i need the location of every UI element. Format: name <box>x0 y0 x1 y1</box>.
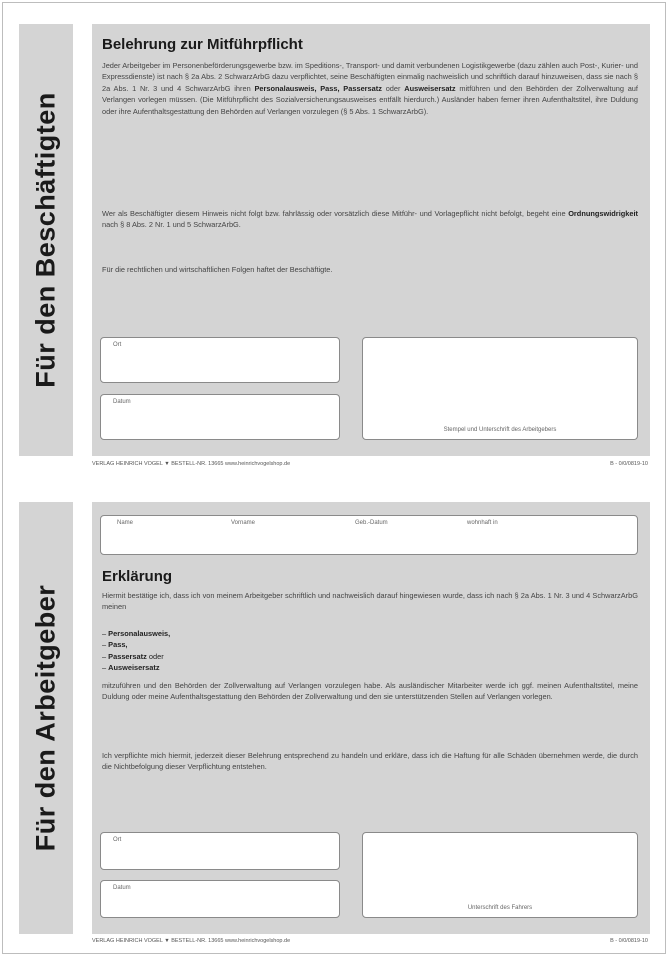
document-list <box>102 628 170 674</box>
form-number: B - 0/0/0819-10 <box>610 938 648 944</box>
publisher-info: VERLAG HEINRICH VOGEL ▼ BESTELL-NR. 13665 www.heinrichvogelshop.de <box>92 938 291 944</box>
publisher-info: VERLAG HEINRICH VOGEL ▼ BESTELL-NR. 13665 www.heinrichvogelshop.de <box>92 461 291 467</box>
erklaerung-panel <box>92 502 650 934</box>
ort-label: Ort <box>113 837 122 843</box>
datum-field[interactable] <box>100 394 340 440</box>
belehrung-panel <box>92 24 650 456</box>
belehrung-paragraph-2: Wer als Beschäftigter diesem Hinweis nicht folgt bzw. fahrlässig oder vorsätzlich diese Mitführ- und Vorlagepflicht nicht befolgt, begeht eine Ordnungswidrigkeit nach § 8 Abs. 2 Nr. 1 und 5 SchwarzArbG. <box>102 209 638 230</box>
side-label: Für den Beschäftigten <box>30 92 61 388</box>
list-item: – Ausweisersatz <box>102 663 160 673</box>
side-tab-beschaeftigte <box>19 24 73 456</box>
datum-field[interactable] <box>100 880 340 918</box>
arbeitgeber-signature-field[interactable] <box>362 337 638 440</box>
belehrung-title: Belehrung zur Mitführpflicht <box>102 36 303 53</box>
signature-caption: Unterschrift des Fahrers <box>467 905 533 911</box>
vorname-label: Vorname <box>231 520 256 526</box>
ort-label: Ort <box>113 342 122 348</box>
name-label: Name <box>117 520 134 526</box>
list-item: – Personalausweis, <box>102 629 171 638</box>
wohnhaft-label: wohnhaft in <box>467 520 498 526</box>
ort-field[interactable] <box>100 832 340 870</box>
belehrung-paragraph-1: Jeder Arbeitgeber im Personenbeförderungsgewerbe bzw. im Speditions-, Transport- und damit verbundenen Logistikgewerbe (dazu zählen auch Post-, Kurier- und Expressdienste) ist nach § 2a Abs. 2 SchwarzArbG dazu verpflichtet, seine Beschäftigten einmalig nachweislich und schriftlich darauf hinzuweisen, dass sie nach § 2a Abs. 1 Nr. 3 und 4 SchwarzArbG ihren Personalausweis, Pass, Passersatz oder Ausweisersatz mitführen und den Behörden der Zollverwaltung auf Verlangen vorlegen müssen. (Die Mitführpflicht des Sozialversicherungsausweises entfällt hierdurch.) Ausländer haben ferner ihren Aufenthaltstitel, ihre Duldung oder ihre Aufenthaltsgestattung den Behörden auf Verlangen vorzulegen (§ 5 Abs. 1 SchwarzArbG). <box>102 61 638 116</box>
datum-label: Datum <box>113 399 131 405</box>
erklaerung-paragraph-2: mitzuführen und den Behörden der Zollverwaltung auf Verlangen vorzulegen habe. Als ausländischer Mitarbeiter werde ich ggf. meinen Aufenthaltstitel, meine Duldung oder meine Aufenthaltsgestattung den Behörden der Zollverwaltung und den sie unterstützenden Stellen auf Verlangen vorlegen. <box>102 681 638 702</box>
list-item: – Pass, <box>102 640 128 650</box>
form-number: B - 0/0/0819-10 <box>610 461 648 467</box>
ort-field[interactable] <box>100 337 340 383</box>
datum-label: Datum <box>113 885 131 891</box>
erklaerung-title: Erklärung <box>102 568 173 585</box>
fahrer-signature-field[interactable] <box>362 832 638 918</box>
erklaerung-paragraph-3: Ich verpflichte mich hiermit, jederzeit dieser Belehrung entsprechend zu handeln und erkläre, dass ich die Haftung für alle Schäden übernehmen werde, die durch die Nichtbefolgung dieser Verpflichtung entstehen. <box>102 751 638 772</box>
geb-datum-label: Geb.-Datum <box>355 520 388 526</box>
signature-caption: Stempel und Unterschrift des Arbeitgebers <box>443 427 557 433</box>
side-label: Für den Arbeitgeber <box>30 584 61 852</box>
belehrung-paragraph-3: Für die rechtlichen und wirtschaftlichen Folgen haftet der Beschäftigte. <box>102 265 333 274</box>
erklaerung-paragraph-1: Hiermit bestätige ich, dass ich von meinem Arbeitgeber schriftlich und nachweislich darauf hingewiesen wurde, dass ich nach § 2a Abs. 1 Nr. 3 und 4 SchwarzArbG meinen <box>102 591 638 612</box>
side-tab-arbeitgeber <box>19 502 73 934</box>
personal-data-field[interactable] <box>100 515 638 555</box>
list-item: – Passersatz oder <box>102 651 164 661</box>
